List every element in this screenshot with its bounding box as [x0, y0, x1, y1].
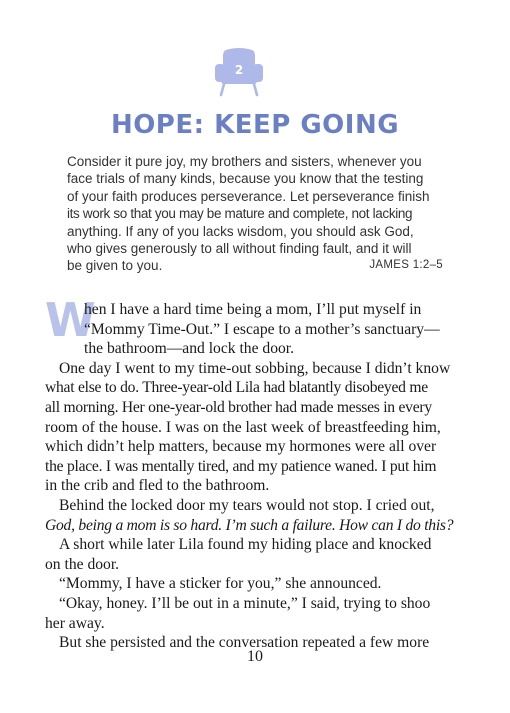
body-line: room of the house. I was on the last week of breastfeeding him,	[45, 418, 441, 436]
drop-cap: W	[45, 293, 96, 347]
body-line: One day I went to my time-out sobbing, because I didn’t know	[59, 359, 451, 377]
epigraph-line: be given to you.	[67, 258, 163, 274]
body-line: in the crib and fled to the bathroom.	[45, 477, 270, 495]
body-line: God, being a mom is so hard. I’m such a failure. How can I do this?	[45, 516, 454, 534]
body-text	[45, 300, 467, 653]
body-line: what else to do. Three-year-old Lila had blatantly disobeyed me	[45, 379, 428, 397]
body-line: on the door.	[45, 555, 120, 573]
body-line: the bathroom—and lock the door.	[84, 340, 295, 358]
epigraph-line: its work so that you may be mature and complete, not lacking	[67, 206, 413, 222]
epigraph-line: anything. If any of you lacks wisdom, you should ask God,	[67, 223, 414, 239]
epigraph-line: Consider it pure joy, my brothers and sisters, whenever you	[67, 154, 422, 169]
body-line: which didn’t help matters, because my hormones were all over	[45, 438, 437, 456]
body-line: the place. I was mentally tired, and my patience waned. I put him	[45, 457, 437, 475]
body-line: A short while later Lila found my hiding place and knocked	[59, 536, 432, 554]
body-line: “Mommy, I have a sticker for you,” she announced.	[59, 575, 382, 593]
epigraph-line: who gives generously to all without finding fault, and it will	[67, 240, 412, 256]
body-line: hen I have a hard time being a mom, I’ll put myself in	[84, 301, 422, 318]
epigraph-line: face trials of many kinds, because you know that the testing	[67, 171, 424, 187]
scripture-reference: JAMES 1:2–5	[369, 259, 443, 272]
epigraph-last-row	[67, 257, 443, 274]
body-line: her away.	[45, 614, 105, 632]
epigraph	[67, 153, 443, 275]
body-line: “Mommy Time-Out.” I escape to a mother’s sanctuary—	[84, 320, 440, 338]
page-number: 10	[247, 648, 263, 665]
chapter-number: 2	[234, 63, 244, 77]
body-line: But she persisted and the conversation repeated a few more	[59, 634, 430, 652]
body-line: all morning. Her one-year-old brother had made messes in every	[45, 398, 432, 416]
body-line: Behind the locked door my tears would not stop. I cried out,	[59, 496, 435, 514]
chapter-title: HOPE: KEEP GOING	[110, 110, 400, 140]
epigraph-line: of your faith produces perseverance. Let perseverance finish	[67, 188, 430, 204]
body-line: “Okay, honey. I’ll be out in a minute,” I said, trying to shoo	[59, 594, 431, 612]
